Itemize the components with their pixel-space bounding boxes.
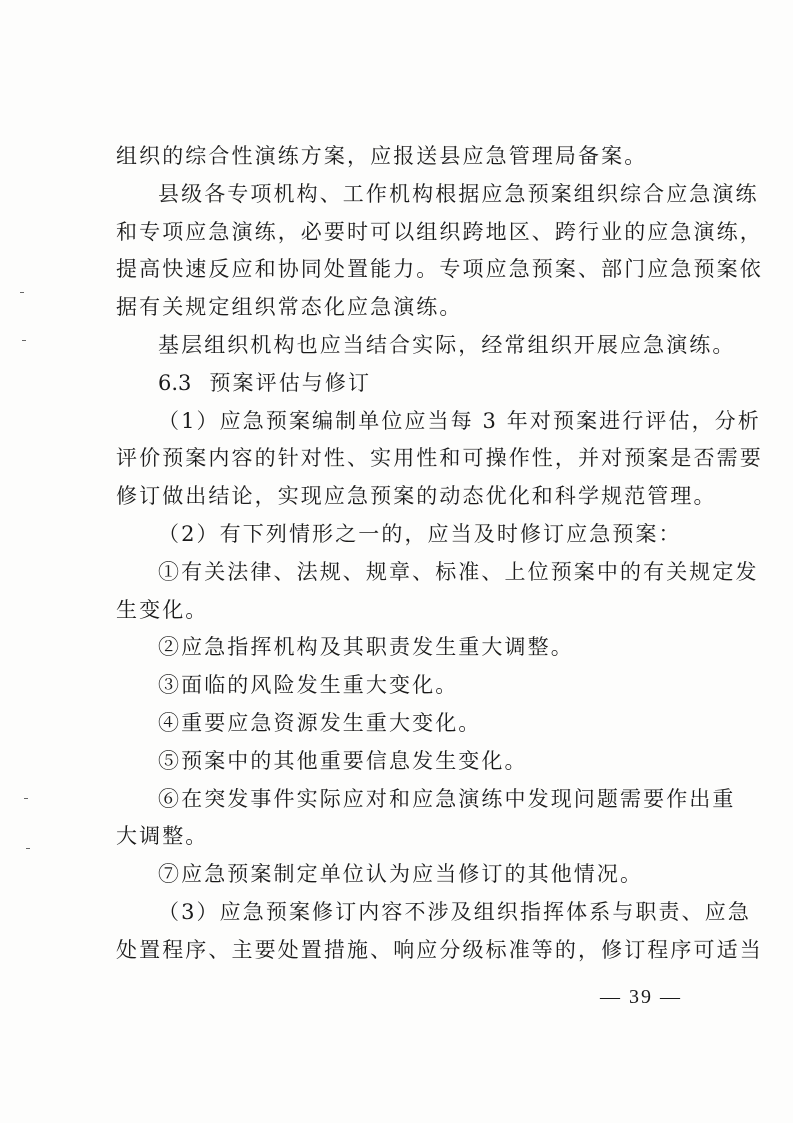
list-item-line: ③面临的风险发生重大变化。 [158,673,459,698]
list-item-line: ⑥在突发事件实际应对和应急演练中发现问题需要作出重 [158,786,736,811]
list-item-line: ⑤预案中的其他重要信息发生变化。 [158,748,528,773]
list-item-line: 生变化。 [116,597,209,622]
paragraph-line: 评价预案内容的针对性、实用性和可操作性，并对预案是否需要 [116,446,763,471]
paragraph-line: 基层组织机构也应当结合实际，经常组织开展应急演练。 [158,332,736,357]
paragraph-line: （3）应急预案修订内容不涉及组织指挥体系与职责、应急 [158,899,751,924]
paragraph-line: （2）有下列情形之一的，应当及时修订应急预案： [158,521,682,546]
paragraph-line: 据有关规定组织常态化应急演练。 [116,295,463,320]
body-text [116,138,763,970]
paragraph-line: 提高快速反应和协同处置能力。专项应急预案、部门应急预案依 [116,257,763,282]
list-item-line: ①有关法律、法规、规章、标准、上位预案中的有关规定发 [158,559,759,584]
list-item-line: ⑦应急预案制定单位认为应当修订的其他情况。 [158,862,644,887]
section-heading [116,365,706,403]
list-item-line: 大调整。 [116,824,209,849]
scan-mark [24,798,28,799]
paragraph-line: 和专项应急演练，必要时可以组织跨地区、跨行业的应急演练， [116,219,763,244]
paragraph-line: 处置程序、主要处置措施、响应分级标准等的，修订程序可适当 [116,937,763,962]
list-item-line: ②应急指挥机构及其职责发生重大调整。 [158,635,574,660]
paragraph-line: 县级各专项机构、工作机构根据应急预案组织综合应急演练 [158,181,759,206]
section-number: 6.3 [158,370,192,395]
scan-mark [20,292,24,293]
section-title: 预案评估与修订 [209,370,372,395]
paragraph-line: （1）应急预案编制单位应当每 3 年对预案进行评估，分析 [158,408,761,433]
paragraph-line: 组织的综合性演练方案，应报送县应急管理局备案。 [116,144,648,168]
scan-mark [22,340,26,341]
list-item-line: ④重要应急资源发生重大变化。 [158,710,482,735]
scan-mark [26,848,30,849]
paragraph-line: 修订做出结论，实现应急预案的动态优化和科学规范管理。 [116,484,717,509]
page-number: — 39 — [600,986,682,1008]
